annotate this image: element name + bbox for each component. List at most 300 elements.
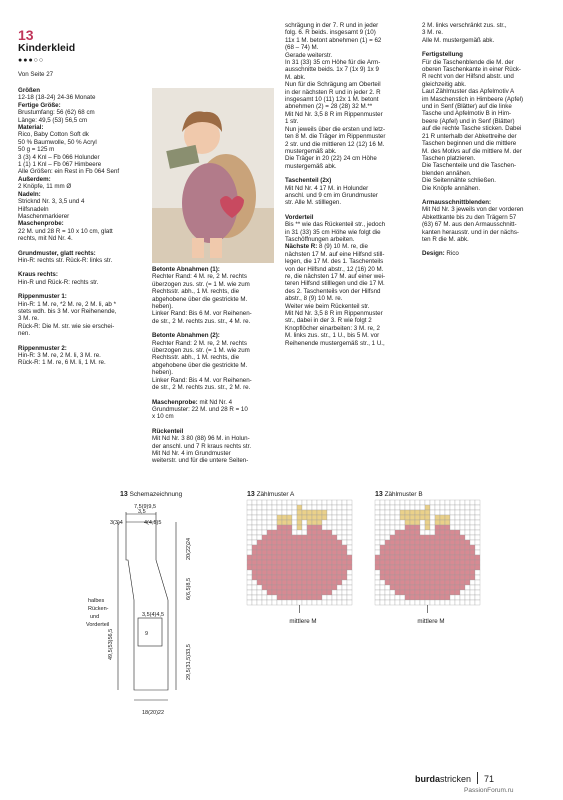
chart-cell [460, 500, 465, 505]
chart-cell [347, 520, 352, 525]
text-line: nen. [18, 330, 31, 338]
chart-cell [277, 525, 282, 530]
chart-cell [282, 530, 287, 535]
chart-cell [262, 555, 267, 560]
chart-cell [302, 580, 307, 585]
chart-cell [465, 530, 470, 535]
chart-cell [405, 560, 410, 565]
chart-cell [337, 510, 342, 515]
chart-cell [267, 585, 272, 590]
chart-cell [322, 570, 327, 575]
dim-armhole: 6(6,5)8,5 [186, 577, 192, 600]
text-line: Länge: 49,5 (53) 56,5 cm [18, 116, 88, 124]
chart-cell [337, 575, 342, 580]
chart-cell [277, 575, 282, 580]
chart-cell [307, 505, 312, 510]
chart-cell [385, 580, 390, 585]
chart-cell [400, 575, 405, 580]
chart-cell [282, 510, 287, 515]
chart-cell [390, 540, 395, 545]
chart-cell [267, 540, 272, 545]
chart-cell [287, 505, 292, 510]
chart-cell [332, 530, 337, 535]
chart-cell [302, 520, 307, 525]
chart-cell [322, 580, 327, 585]
chart-cell [252, 550, 257, 555]
chart-cell [410, 595, 415, 600]
chart-cell [277, 595, 282, 600]
chart-cell [297, 590, 302, 595]
chart-cell [430, 555, 435, 560]
chart-cell [460, 575, 465, 580]
chart-cell [380, 515, 385, 520]
text-line: gleichzeitig abk. [422, 80, 467, 88]
text-line: Weiter wie beim Rückenteil str. [285, 302, 370, 310]
chart-cell [327, 500, 332, 505]
chart-cell [430, 580, 435, 585]
chart-cell [395, 555, 400, 560]
chart-cell [332, 595, 337, 600]
chart-cell [312, 560, 317, 565]
chart-cell [312, 510, 317, 515]
chart-cell [252, 580, 257, 585]
chart-cell [347, 540, 352, 545]
section [18, 293, 146, 337]
brand-rest: stricken [440, 774, 472, 784]
chart-cell [445, 530, 450, 535]
chart-cell [405, 600, 410, 605]
chart-cell [385, 535, 390, 540]
chart-cell [400, 545, 405, 550]
chart-cell [337, 535, 342, 540]
chart-cell [292, 580, 297, 585]
chart-b-title: 13 Zählmuster B [375, 491, 423, 498]
chart-cell [322, 500, 327, 505]
chart-cell [347, 585, 352, 590]
chart-cell [475, 570, 480, 575]
chart-cell [430, 565, 435, 570]
chart-cell [395, 575, 400, 580]
chart-cell [375, 510, 380, 515]
chart-cell [272, 585, 277, 590]
section-heading: Design: [422, 250, 445, 258]
chart-cell [247, 575, 252, 580]
chart-cell [425, 545, 430, 550]
chart-cell [460, 555, 465, 560]
chart-cell [380, 550, 385, 555]
chart-cell [380, 520, 385, 525]
chart-cell [410, 505, 415, 510]
chart-cell [282, 515, 287, 520]
section [422, 250, 550, 257]
text-line: insgesamt 10 (11) 12x 1 M. betont [285, 96, 379, 104]
text-line: Mit Nd Nr. 3 jeweils von der vorderen [422, 206, 524, 214]
chart-cell [390, 505, 395, 510]
chart-cell [277, 560, 282, 565]
chart-cell [425, 510, 430, 515]
chart-cell [425, 525, 430, 530]
chart-cell [262, 550, 267, 555]
chart-cell [430, 575, 435, 580]
text-line: Reihenende mustergemäß str., 1 U., [285, 339, 385, 347]
chart-cell [440, 540, 445, 545]
chart-cell [380, 545, 385, 550]
chart-cell [380, 570, 385, 575]
chart-cell [420, 505, 425, 510]
section-heading: Armausschnittblenden: [422, 198, 492, 206]
section [18, 191, 146, 221]
chart-cell [277, 580, 282, 585]
chart-cell [282, 585, 287, 590]
text-line: Rechtsstr. abh., 1 M. rechts, die [152, 354, 240, 362]
column-2 [152, 266, 276, 465]
chart-cell [332, 525, 337, 530]
chart-cell [247, 505, 252, 510]
chart-cell [420, 565, 425, 570]
chart-cell [425, 575, 430, 580]
chart-cell [375, 540, 380, 545]
chart-cell [455, 590, 460, 595]
chart-cell [252, 515, 257, 520]
chart-cell [262, 575, 267, 580]
chart-cell [450, 500, 455, 505]
chart-cell [425, 565, 430, 570]
chart-cell [327, 580, 332, 585]
chart-cell [405, 505, 410, 510]
chart-cell [430, 590, 435, 595]
text-line: Mit Nd Nr. 4 im Grundmuster [152, 449, 231, 457]
chart-cell [415, 520, 420, 525]
chart-cell [400, 530, 405, 535]
chart-cell [390, 595, 395, 600]
chart-cell [435, 600, 440, 605]
chart-cell [322, 585, 327, 590]
chart-cell [347, 560, 352, 565]
chart-cell [297, 535, 302, 540]
chart-cell [375, 590, 380, 595]
chart-cell [405, 545, 410, 550]
chart-cell [247, 550, 252, 555]
chart-cell [415, 595, 420, 600]
chart-cell [342, 530, 347, 535]
chart-cell [347, 500, 352, 505]
chart-cell [297, 530, 302, 535]
chart-cell [375, 560, 380, 565]
section [285, 177, 413, 207]
chart-cell [257, 505, 262, 510]
chart-cell [312, 505, 317, 510]
chart-cell [465, 595, 470, 600]
chart-cell [282, 590, 287, 595]
chart-cell [475, 550, 480, 555]
chart-cell [380, 600, 385, 605]
chart-cell [420, 560, 425, 565]
text-line: Rück-R: Die M. str. wie sie erschei- [18, 322, 115, 330]
chart-cell [415, 560, 420, 565]
chart-cell [322, 525, 327, 530]
chart-cell [257, 545, 262, 550]
section [152, 399, 276, 421]
chart-cell [430, 550, 435, 555]
chart-cell [465, 540, 470, 545]
chart-cell [307, 560, 312, 565]
chart-cell [460, 590, 465, 595]
chart-cell [322, 600, 327, 605]
chart-cell [317, 575, 322, 580]
chart-cell [317, 525, 322, 530]
chart-cell [400, 525, 405, 530]
text-line: im Maschenstich in Himbeere (Apfel) [422, 95, 524, 103]
chart-cell [342, 590, 347, 595]
chart-cell [302, 545, 307, 550]
chart-cell [390, 535, 395, 540]
chart-cell [475, 595, 480, 600]
chart-cell [375, 550, 380, 555]
chart-cell [307, 600, 312, 605]
chart-cell [247, 540, 252, 545]
chart-cell [267, 545, 272, 550]
text-line: Rück-R: 1 M. re, 6 M. li, 1 M. re. [18, 359, 106, 367]
text-line: nächsten 17 M. auf eine Hilfsnd still- [285, 250, 385, 258]
chart-cell [375, 585, 380, 590]
chart-cell [445, 550, 450, 555]
chart-cell [282, 500, 287, 505]
chart-cell [317, 555, 322, 560]
child-photo [152, 88, 274, 263]
chart-cell [380, 590, 385, 595]
section-heading: Grundmuster, glatt rechts: [18, 249, 96, 257]
chart-cell [455, 535, 460, 540]
chart-cell [420, 600, 425, 605]
chart-cell [312, 565, 317, 570]
chart-cell [272, 565, 277, 570]
chart-cell [337, 505, 342, 510]
chart-cell [470, 570, 475, 575]
chart-cell [405, 550, 410, 555]
text-line: abnehmen (2) = 28 (28) 32 M.** [285, 103, 373, 111]
chart-cell [415, 600, 420, 605]
chart-cell [302, 585, 307, 590]
chart-cell [272, 570, 277, 575]
chart-cell [282, 535, 287, 540]
chart-cell [287, 565, 292, 570]
chart-cell [450, 530, 455, 535]
chart-cell [347, 595, 352, 600]
chart-cell [292, 535, 297, 540]
chart-cell [440, 505, 445, 510]
chart-cell [445, 595, 450, 600]
chart-cell [312, 555, 317, 560]
text-line: Die Taschenteile und die Taschen- [422, 162, 517, 170]
chart-cell [257, 500, 262, 505]
chart-cell [375, 595, 380, 600]
chart-cell [247, 560, 252, 565]
chart-cell [455, 555, 460, 560]
chart-cell [445, 520, 450, 525]
text-line: stets wdh. bis 3 M. vor Reihenende, [18, 307, 117, 315]
chart-cell [332, 545, 337, 550]
column-3 [285, 22, 413, 347]
chart-cell [327, 565, 332, 570]
chart-cell [465, 535, 470, 540]
section [422, 199, 550, 243]
text-line: 3 M. re. [422, 29, 443, 37]
chart-cell [287, 575, 292, 580]
text-line: 11x 1 M. betont abnehmen (1) = 62 [285, 36, 382, 44]
chart-cell [322, 535, 327, 540]
chart-cell [420, 550, 425, 555]
chart-cell [415, 550, 420, 555]
chart-cell [252, 570, 257, 575]
chart-cell [450, 565, 455, 570]
chart-cell [272, 590, 277, 595]
chart-cell [272, 510, 277, 515]
chart-cell [292, 575, 297, 580]
chart-cell [445, 570, 450, 575]
chart-cell [282, 570, 287, 575]
chart-cell [337, 530, 342, 535]
chart-cell [400, 580, 405, 585]
chart-cell [292, 565, 297, 570]
text-line: heben). [152, 369, 173, 377]
chart-cell [257, 525, 262, 530]
text-line: Mit Nd Nr. 4 17 M. in Holunder [285, 184, 369, 192]
text-line: Mit Nd Nr. 3,5 8 R im Rippenmuster [285, 310, 383, 318]
chart-cell [435, 545, 440, 550]
chart-cell [470, 550, 475, 555]
chart-cell [282, 580, 287, 585]
dim-strap: 20(22)24 [186, 537, 192, 560]
chart-cell [475, 500, 480, 505]
chart-cell [440, 595, 445, 600]
chart-cell [420, 540, 425, 545]
chart-cell [470, 565, 475, 570]
chart-cell [445, 560, 450, 565]
heading-text: mit Nd Nr. 4 [197, 398, 233, 406]
chart-cell [322, 560, 327, 565]
chart-cell [395, 545, 400, 550]
chart-cell [430, 585, 435, 590]
chart-cell [390, 500, 395, 505]
chart-cell [460, 570, 465, 575]
chart-cell [420, 580, 425, 585]
chart-cell [475, 535, 480, 540]
chart-cell [337, 525, 342, 530]
chart-b-grid [375, 500, 485, 605]
chart-cell [262, 545, 267, 550]
chart-cell [470, 520, 475, 525]
heading-text: 8 (9) 10 M. re, die [317, 243, 368, 251]
chart-cell [430, 530, 435, 535]
chart-cell [312, 515, 317, 520]
chart-cell [317, 550, 322, 555]
chart-cell [257, 560, 262, 565]
chart-cell [465, 510, 470, 515]
text-line: überzogen zus. str. (= 1 M. wie zum [152, 347, 250, 355]
chart-cell [337, 595, 342, 600]
chart-cell [410, 515, 415, 520]
text-line: Rechter Rand: 4 M. re, 2 M. rechts [152, 273, 247, 281]
text-line: 21 R unterhalb der Abkettreihe der [422, 132, 517, 140]
chart-cell [267, 500, 272, 505]
chart-cell [460, 545, 465, 550]
chart-cell [395, 580, 400, 585]
chart-cell [400, 555, 405, 560]
text-line: Rechtsstr. abh., 1 M. rechts, die [152, 288, 240, 296]
chart-cell [332, 590, 337, 595]
chart-cell [400, 515, 405, 520]
chart-cell [475, 525, 480, 530]
chart-cell [440, 535, 445, 540]
schematic-title: 13 Schemazeichnung [120, 491, 183, 498]
chart-cell [257, 530, 262, 535]
chart-cell [380, 585, 385, 590]
chart-cell [385, 545, 390, 550]
chart-cell [395, 505, 400, 510]
chart-cell [475, 530, 480, 535]
chart-cell [415, 580, 420, 585]
chart-cell [307, 540, 312, 545]
chart-cell [347, 600, 352, 605]
chart-cell [267, 505, 272, 510]
chart-cell [252, 565, 257, 570]
chart-cell [302, 555, 307, 560]
chart-cell [342, 575, 347, 580]
chart-cell [267, 520, 272, 525]
chart-cell [277, 535, 282, 540]
chart-cell [450, 555, 455, 560]
text-line: 2 str. und die mittleren 12 (12) 16 M. [285, 140, 385, 148]
chart-cell [247, 535, 252, 540]
chart-cell [297, 520, 302, 525]
text-line: und in Senf (Blätter) auf die linke [422, 103, 512, 111]
chart-cell [247, 580, 252, 585]
chart-cell [342, 525, 347, 530]
chart-cell [332, 540, 337, 545]
chart-cell [297, 585, 302, 590]
chart-cell [405, 555, 410, 560]
text-line: Rechter Rand: 2 M. re, 2 M. rechts [152, 339, 247, 347]
chart-cell [435, 505, 440, 510]
section-heading: Material: [18, 124, 44, 132]
text-line: auf die rechte Tasche sticken. Dabei [422, 125, 522, 133]
dim-top: 7,5(9)9,5 [134, 504, 157, 510]
chart-cell [307, 595, 312, 600]
chart-cell [337, 560, 342, 565]
chart-cell [347, 545, 352, 550]
chart-cell [302, 525, 307, 530]
chart-cell [287, 500, 292, 505]
chart-cell [390, 570, 395, 575]
chart-cell [405, 580, 410, 585]
chart-cell [375, 500, 380, 505]
chart-cell [460, 515, 465, 520]
chart-cell [327, 560, 332, 565]
chart-cell [337, 540, 342, 545]
chart-cell [302, 550, 307, 555]
text-line: Hin-R: 1 M. re, *2 M. re, 2 M. li, ab * [18, 300, 116, 308]
text-line: blenden annähen. [422, 169, 472, 177]
chart-cell [445, 505, 450, 510]
chart-cell [390, 520, 395, 525]
chart-cell [450, 600, 455, 605]
section-heading: Rückenteil [152, 427, 184, 435]
chart-cell [400, 505, 405, 510]
chart-cell [332, 585, 337, 590]
text-line: Knopflöcher einarbeiten: 3 M. re, 2 [285, 324, 380, 332]
chart-cell [262, 600, 267, 605]
section-heading: Außerdem: [18, 175, 51, 183]
